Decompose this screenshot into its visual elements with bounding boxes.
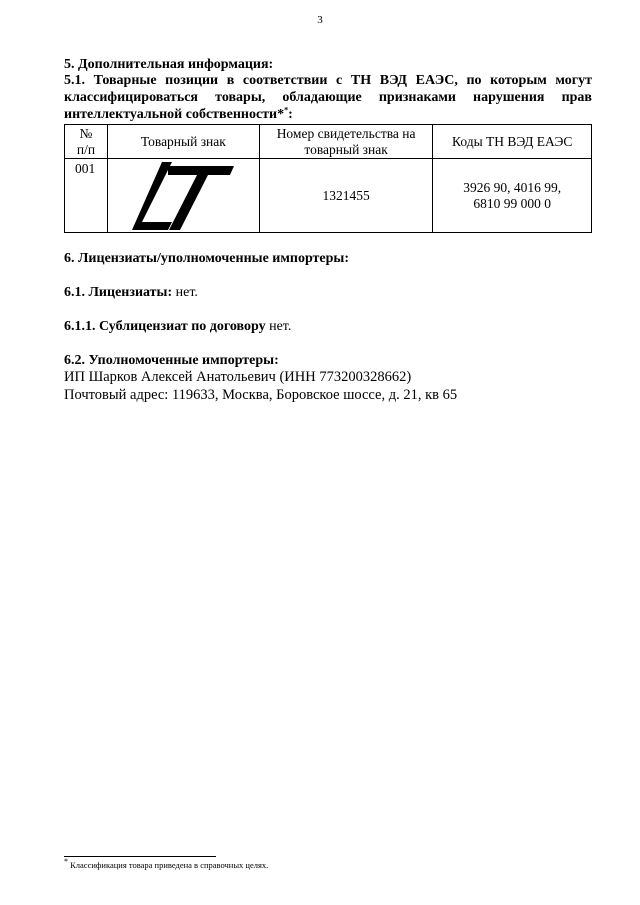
page-number: 3 xyxy=(317,14,323,26)
footnote-mark: * xyxy=(64,857,68,867)
licensees-value: нет. xyxy=(172,285,198,300)
importer-address: Почтовый адрес: 119633, Москва, Боровское шоссе, д. 21, кв 65 xyxy=(64,387,458,403)
header-number-line1: № xyxy=(79,125,93,141)
header-codes: Коды ТН ВЭД ЕАЭС xyxy=(433,125,592,159)
codes-cell xyxy=(433,159,592,233)
trademark-logo xyxy=(132,162,234,230)
sublicensee-line xyxy=(64,318,592,335)
footnote-reference: * xyxy=(284,105,289,115)
sublicensee-label: 6.1.1. Сублицензиат по договору xyxy=(64,319,266,334)
header-trademark: Товарный знак xyxy=(107,125,259,159)
importer-name: ИП Шарков Алексей Анатольевич (ИНН 773200328662) xyxy=(64,369,412,385)
codes-line1: 3926 90, 4016 99, xyxy=(463,179,562,195)
sublicensee-value: нет. xyxy=(265,319,292,334)
header-certificate: Номер свидетельства на товарный знак xyxy=(259,125,433,159)
footnote-divider xyxy=(64,856,216,857)
table-row xyxy=(65,159,592,233)
section-5-1-title-colon: : xyxy=(288,107,293,122)
licensees-label: 6.1. Лицензиаты: xyxy=(64,285,173,300)
trademark-cell xyxy=(107,159,259,233)
row-number: 001 xyxy=(65,159,108,233)
section-5-title: 5. Дополнительная информация: xyxy=(64,57,274,72)
section-6-title: 6. Лицензиаты/уполномоченные импортеры: xyxy=(64,251,350,266)
table-header-row xyxy=(65,125,592,159)
section-5-1-title-line1: 5.1. Товарные позиции в соответствии с ТН ВЭД ЕАЭС, по которым могут xyxy=(64,73,592,88)
licensees-line xyxy=(64,284,592,301)
certificate-number: 1321455 xyxy=(259,159,433,233)
importers-title: 6.2. Уполномоченные импортеры: xyxy=(64,353,279,368)
footnote-text: Классификация товара приведена в справочных целях. xyxy=(68,860,269,870)
codes-line2: 6810 99 000 0 xyxy=(473,195,552,211)
header-number-line2: п/п xyxy=(76,141,96,157)
footnote xyxy=(64,857,269,870)
section-5-1-title-line3 xyxy=(64,106,592,123)
section-5-1-title-line3-text: интеллектуальной собственности* xyxy=(64,107,285,122)
section-5-1-title-line2: классифицироваться товары, обладающие признаками нарушения прав xyxy=(64,90,592,105)
header-number xyxy=(65,125,108,159)
trademark-table xyxy=(64,124,592,233)
